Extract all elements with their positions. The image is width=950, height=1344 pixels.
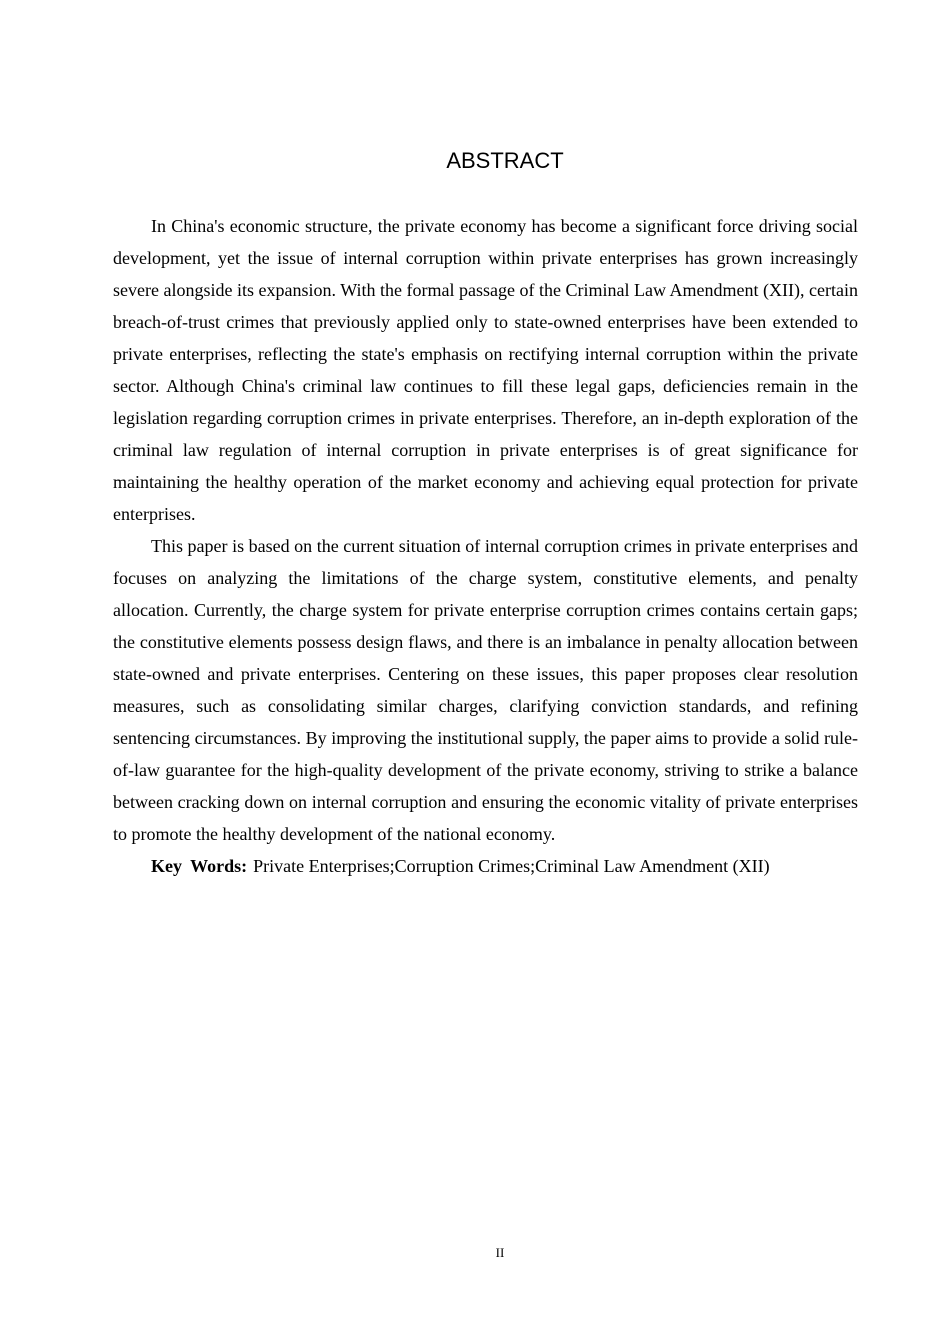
abstract-body: [113, 210, 858, 882]
abstract-paragraph-2: This paper is based on the current situation of internal corruption crimes in private enterprises and focuses on analyzing the limitations of the charge system, constitutive elements, and penalty allocation. Currently, the charge system for private enterprise corruption crimes contains certain gaps; the constitutive elements possess design flaws, and there is an imbalance in penalty allocation between state-owned and private enterprises. Centering on these issues, this paper proposes clear resolution measures, such as consolidating similar charges, clarifying conviction standards, and refining sentencing circumstances. By improving the institutional supply, the paper aims to provide a solid rule-of-law guarantee for the high-quality development of the private economy, striving to strike a balance between cracking down on internal corruption and ensuring the economic vitality of private enterprises to promote the healthy development of the national economy.: [113, 536, 858, 844]
keywords-label: Key Words:: [151, 856, 248, 876]
page-number: II: [495, 1245, 505, 1260]
abstract-title: ABSTRACT: [446, 148, 564, 173]
abstract-paragraph-1: In China's economic structure, the private economy has become a significant force driving social development, yet the issue of internal corruption within private enterprises has grown increasingly severe alongside its expansion. With the formal passage of the Criminal Law Amendment (XII), certain breach-of-trust crimes that previously applied only to state-owned enterprises have been extended to private enterprises, reflecting the state's emphasis on rectifying internal corruption within the private sector. Although China's criminal law continues to fill these legal gaps, deficiencies remain in the legislation regarding corruption crimes in private enterprises. Therefore, an in-depth exploration of the criminal law regulation of internal corruption in private enterprises is of great significance for maintaining the healthy operation of the market economy and achieving equal protection for private enterprises.: [113, 216, 858, 524]
keywords-line: [113, 850, 858, 882]
keywords-text: Private Enterprises;Corruption Crimes;Criminal Law Amendment (XII): [253, 856, 770, 876]
